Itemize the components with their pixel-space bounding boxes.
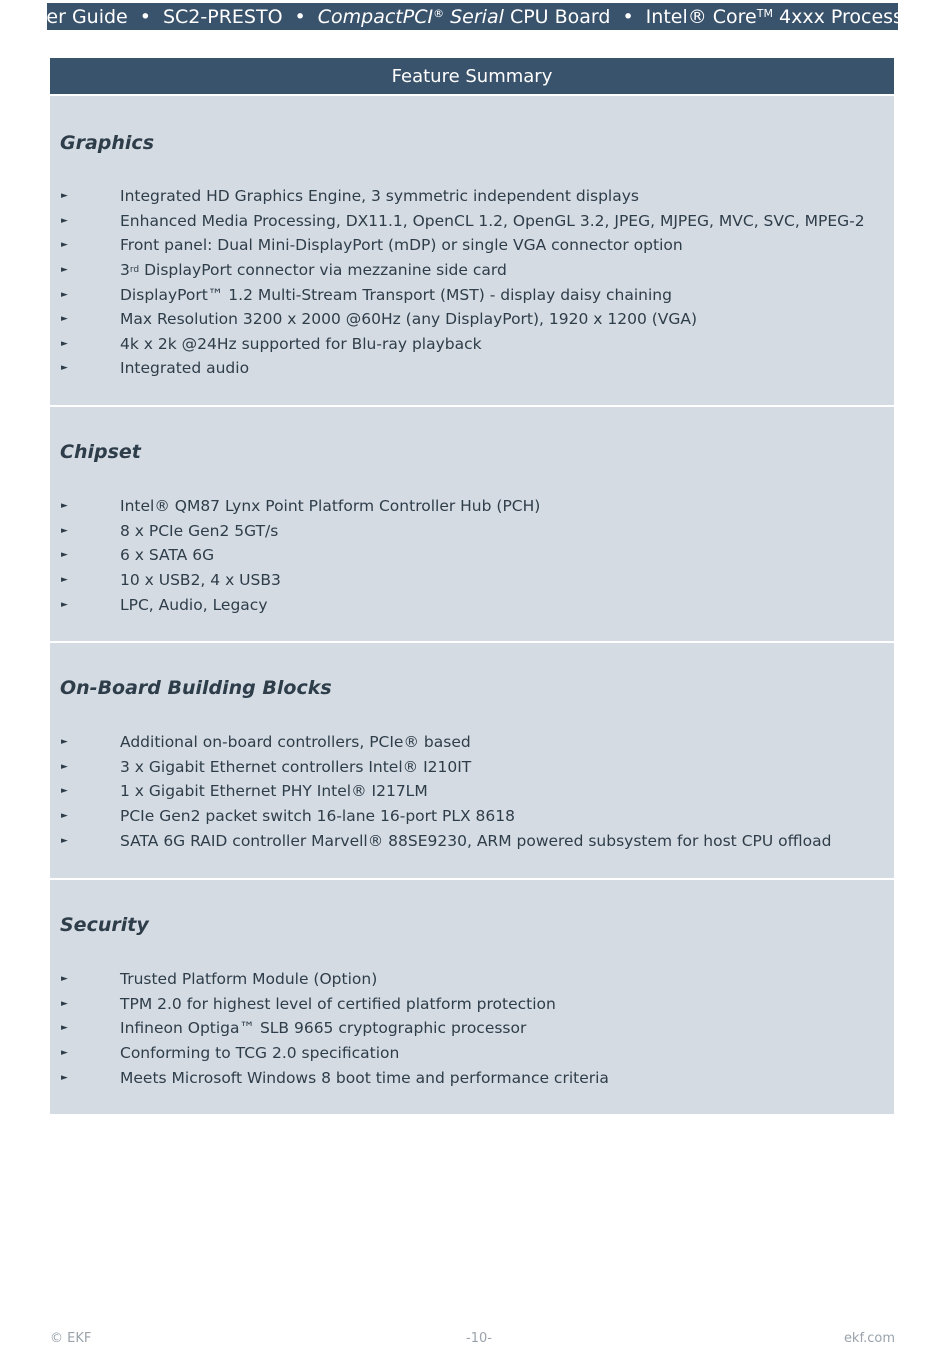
bullet-icon: ► — [61, 599, 68, 610]
list-item-text: LPC, Audio, Legacy — [120, 595, 268, 614]
list-item — [50, 779, 894, 804]
ordinal-number: 3 — [120, 261, 130, 280]
footer-page-number: -10- — [466, 1331, 492, 1346]
bullet-icon: ► — [61, 786, 68, 797]
bullet-icon: ► — [61, 314, 68, 325]
list-item — [50, 332, 894, 357]
feature-list — [50, 967, 894, 1090]
bullet-icon: ► — [61, 191, 68, 202]
list-item — [50, 233, 894, 258]
list-item — [50, 1016, 894, 1041]
list-item — [50, 494, 894, 519]
list-item-text: Meets Microsoft Windows 8 boot time and performance criteria — [120, 1068, 609, 1087]
bullet-icon: ► — [61, 240, 68, 251]
section-security — [50, 880, 894, 1114]
bullet-icon: ► — [61, 525, 68, 536]
list-item-text: Integrated audio — [120, 359, 250, 378]
footer-website: ekf.com — [843, 1331, 895, 1346]
list-item — [50, 967, 894, 992]
header-processor-a: Intel® Core — [645, 5, 757, 28]
footer-copyright: © EKF — [50, 1331, 92, 1346]
list-item-text: Front panel: Dual Mini-DisplayPort (mDP) or single VGA connector option — [120, 236, 683, 255]
section-graphics — [50, 96, 894, 407]
list-item-text: Trusted Platform Module (Option) — [120, 970, 378, 989]
list-item-text: Enhanced Media Processing, DX11.1, OpenCL 1.2, OpenGL 3.2, JPEG, MJPEG, MVC, SVC, MPEG-2 — [120, 211, 865, 230]
list-item — [50, 519, 894, 544]
header-tm-mark: TM — [756, 7, 773, 20]
list-item — [50, 1041, 894, 1066]
header-separator: • — [622, 5, 634, 28]
list-item-text: Additional on-board controllers, PCIe® based — [120, 733, 471, 752]
list-item — [50, 1065, 894, 1090]
bullet-icon: ► — [61, 811, 68, 822]
ordinal-suffix: rd — [129, 265, 140, 276]
header-bus: CompactPCI — [317, 5, 434, 28]
list-item — [50, 258, 894, 283]
list-item-text: 8 x PCIe Gen2 5GT/s — [120, 521, 279, 540]
bullet-icon: ► — [61, 338, 68, 349]
list-item-text: Infineon Optiga™ SLB 9665 cryptographic processor — [120, 1019, 527, 1038]
list-item — [50, 755, 894, 780]
list-item-text: 1 x Gigabit Ethernet PHY Intel® I217LM — [120, 782, 428, 801]
bullet-icon: ► — [61, 501, 68, 512]
section-title: Chipset — [60, 441, 141, 463]
feature-summary-title: Feature Summary — [50, 58, 894, 96]
document-header — [22, 3, 923, 30]
list-item-text: DisplayPort™ 1.2 Multi-Stream Transport (MST) - display daisy chaining — [120, 285, 672, 304]
list-item-text: 4k x 2k @24Hz supported for Blu-ray playback — [120, 334, 482, 353]
list-item-text: Max Resolution 3200 x 2000 @60Hz (any DisplayPort), 1920 x 1200 (VGA) — [120, 310, 698, 329]
list-item-text: SATA 6G RAID controller Marvell® 88SE9230, ARM powered subsystem for host CPU offload — [120, 831, 832, 850]
header-model: SC2-PRESTO — [162, 5, 283, 28]
list-item — [50, 307, 894, 332]
list-item — [50, 282, 894, 307]
bullet-icon: ► — [61, 1048, 68, 1059]
header-board: CPU Board — [509, 5, 611, 28]
header-serial: Serial — [450, 5, 504, 28]
feature-list — [50, 730, 894, 853]
section-title: On-Board Building Blocks — [60, 677, 332, 699]
feature-list — [50, 494, 894, 617]
bullet-icon: ► — [61, 215, 68, 226]
list-item — [50, 828, 894, 853]
section-chipset — [50, 407, 894, 643]
list-item — [50, 804, 894, 829]
header-user-guide: User Guide — [22, 5, 128, 28]
list-item — [50, 543, 894, 568]
list-item-text: Intel® QM87 Lynx Point Platform Controller Hub (PCH) — [120, 497, 541, 516]
list-item-text: Integrated HD Graphics Engine, 3 symmetric independent displays — [120, 187, 639, 206]
list-item — [50, 356, 894, 381]
bullet-icon: ► — [61, 974, 68, 985]
bullet-icon: ► — [61, 998, 68, 1009]
feature-summary-table — [50, 58, 894, 1114]
header-separator: • — [294, 5, 306, 28]
bullet-icon: ► — [61, 265, 68, 276]
bullet-icon: ► — [61, 363, 68, 374]
bullet-icon: ► — [61, 550, 68, 561]
bullet-icon: ► — [61, 835, 68, 846]
list-item — [50, 184, 894, 209]
list-item-text: TPM 2.0 for highest level of certified platform protection — [120, 994, 556, 1013]
header-separator: • — [139, 5, 151, 28]
bullet-icon: ► — [61, 1072, 68, 1083]
section-title: Graphics — [60, 132, 154, 154]
list-item-text: DisplayPort connector via mezzanine side card — [144, 261, 507, 280]
list-item-text: 6 x SATA 6G — [120, 546, 215, 565]
section-title: Security — [60, 914, 149, 936]
list-item — [50, 730, 894, 755]
header-processor-b: 4xxx Processor — [779, 5, 923, 28]
bullet-icon: ► — [61, 1023, 68, 1034]
feature-list — [50, 184, 894, 381]
header-reg-mark: ® — [433, 7, 445, 20]
bullet-icon: ► — [61, 289, 68, 300]
list-item-text: PCIe Gen2 packet switch 16-lane 16-port PLX 8618 — [120, 807, 515, 826]
section-on-board-building-blocks — [50, 643, 894, 880]
bullet-icon: ► — [61, 737, 68, 748]
list-item-text: 3 x Gigabit Ethernet controllers Intel® I210IT — [120, 757, 472, 776]
list-item — [50, 992, 894, 1017]
list-item-text: Conforming to TCG 2.0 specification — [120, 1044, 400, 1063]
bullet-icon: ► — [61, 575, 68, 586]
list-item — [50, 209, 894, 234]
list-item — [50, 568, 894, 593]
list-item-text: 10 x USB2, 4 x USB3 — [120, 571, 281, 590]
bullet-icon: ► — [61, 761, 68, 772]
list-item — [50, 592, 894, 617]
